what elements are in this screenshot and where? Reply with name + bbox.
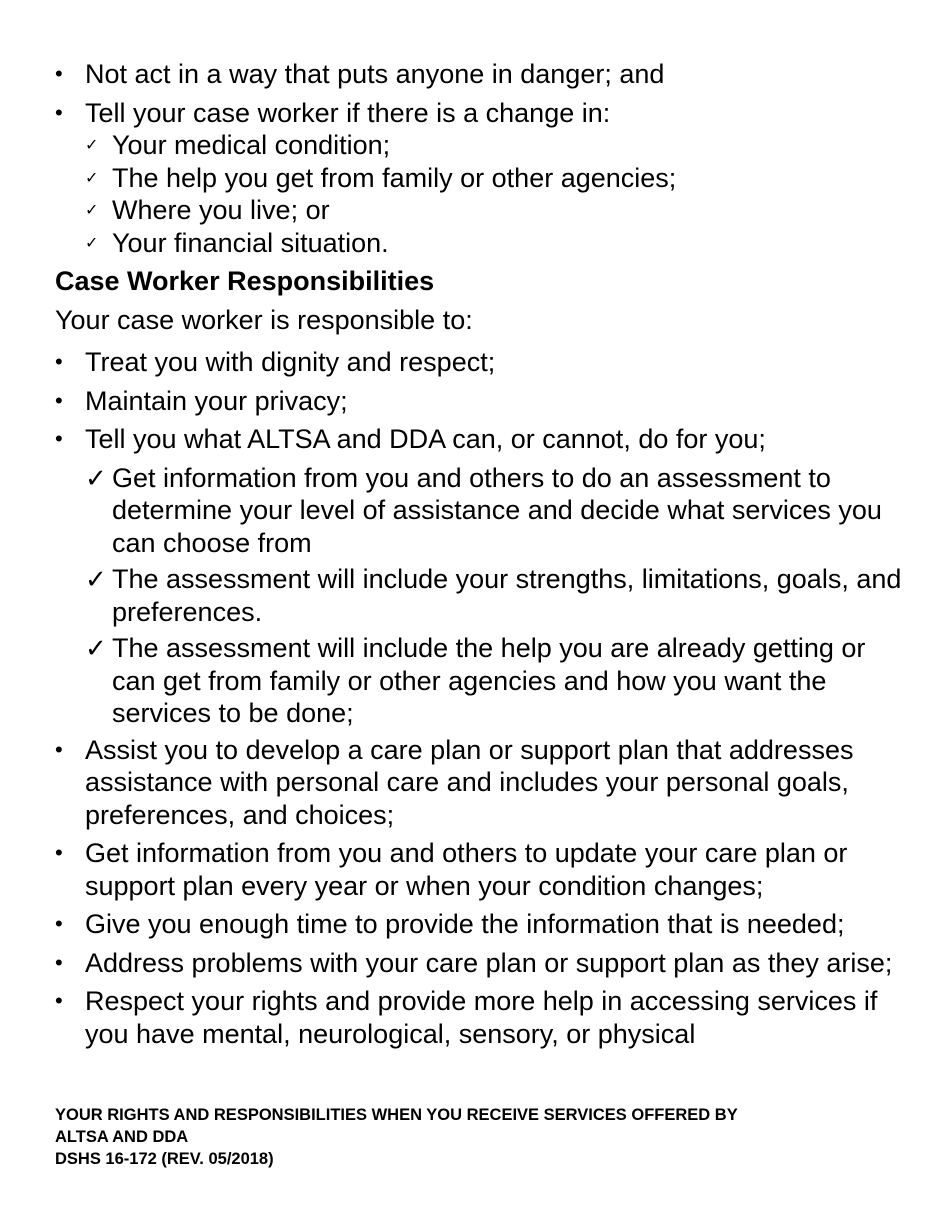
bullet-icon: • [55, 61, 63, 86]
case-worker-responsibilities-list [55, 346, 905, 1050]
page-content [55, 58, 905, 1056]
client-responsibilities-list [55, 58, 905, 129]
list-item [55, 908, 905, 941]
bullet-icon: • [55, 99, 63, 125]
list-item [55, 985, 905, 1050]
sublist-item-text: Your financial situation. [112, 227, 389, 258]
list-item-text: Tell you what ALTSA and DDA can, or cannot, do for you; [85, 424, 766, 454]
sublist-item [55, 227, 905, 260]
bullet-icon: • [55, 387, 63, 413]
list-item-text: Respect your rights and provide more help in accessing services if you have mental, neurological, sensory, or physical [85, 986, 878, 1049]
bullet-icon: • [55, 949, 63, 975]
sublist-item [55, 462, 905, 560]
list-item [55, 423, 905, 456]
sublist-item-text: Your medical condition; [112, 130, 391, 160]
page-footer [55, 1104, 905, 1170]
list-item-text: Give you enough time to provide the information that is needed; [85, 909, 845, 939]
list-item [55, 734, 905, 832]
list-item-text: Not act in a way that puts anyone in danger; and [85, 59, 665, 89]
list-item [55, 947, 905, 980]
bullet-icon: • [55, 911, 63, 936]
sublist-item [55, 563, 905, 628]
list-item-text: Maintain your privacy; [85, 385, 348, 416]
bullet-icon: • [55, 840, 63, 865]
assessment-sublist [55, 462, 905, 730]
sublist-item-text: The help you get from family or other agencies; [112, 162, 677, 193]
check-icon: ✓ [85, 169, 99, 187]
sublist-item-text: The assessment will include your strengths, limitations, goals, and preferences. [112, 564, 902, 627]
sublist-item [55, 129, 905, 162]
sublist-item-text: Where you live; or [112, 195, 330, 225]
list-item [55, 58, 905, 91]
check-icon: ✓ [85, 462, 107, 493]
bullet-icon: • [55, 426, 63, 451]
list-item-text: Tell your case worker if there is a change in: [85, 97, 611, 128]
list-item-text: Assist you to develop a care plan or support plan that addresses assistance with personal care and includes your personal goals, preferences, and choices; [85, 734, 854, 830]
section-heading: Case Worker Responsibilities [55, 266, 435, 296]
bullet-icon: • [55, 988, 63, 1013]
sublist-item-text: The assessment will include the help you are already getting or can get from family or other agencies and how you want the services to be done; [112, 633, 866, 728]
check-icon: ✓ [85, 137, 99, 154]
check-icon: ✓ [85, 633, 107, 663]
list-item-text: Address problems with your care plan or support plan as they arise; [85, 947, 893, 978]
list-item [55, 837, 905, 902]
list-item-text: Get information from you and others to update your care plan or support plan every year or when your condition changes; [85, 838, 848, 901]
footer-title-line-1: YOUR RIGHTS AND RESPONSIBILITIES WHEN YOU RECEIVE SERVICES OFFERED BY [55, 1106, 738, 1124]
sublist-item [55, 194, 905, 227]
list-item [55, 385, 905, 418]
list-item [55, 97, 905, 130]
sublist-item [55, 632, 905, 730]
section-intro: Your case worker is responsible to: [55, 304, 473, 335]
sublist-item-text: Get information from you and others to do an assessment to determine your level of assistance and decide what services you can choose from [112, 462, 882, 558]
check-icon: ✓ [85, 202, 99, 219]
check-icon: ✓ [85, 564, 107, 594]
bullet-icon: • [55, 736, 63, 762]
footer-title-line-2: ALTSA AND DDA [55, 1128, 189, 1146]
list-item [55, 346, 905, 379]
form-number: DSHS 16-172 (REV. 05/2018) [55, 1150, 274, 1168]
list-item-text: Treat you with dignity and respect; [85, 347, 496, 377]
change-sublist [55, 129, 905, 259]
sublist-item [55, 162, 905, 195]
bullet-icon: • [55, 349, 63, 374]
check-icon: ✓ [85, 234, 99, 252]
